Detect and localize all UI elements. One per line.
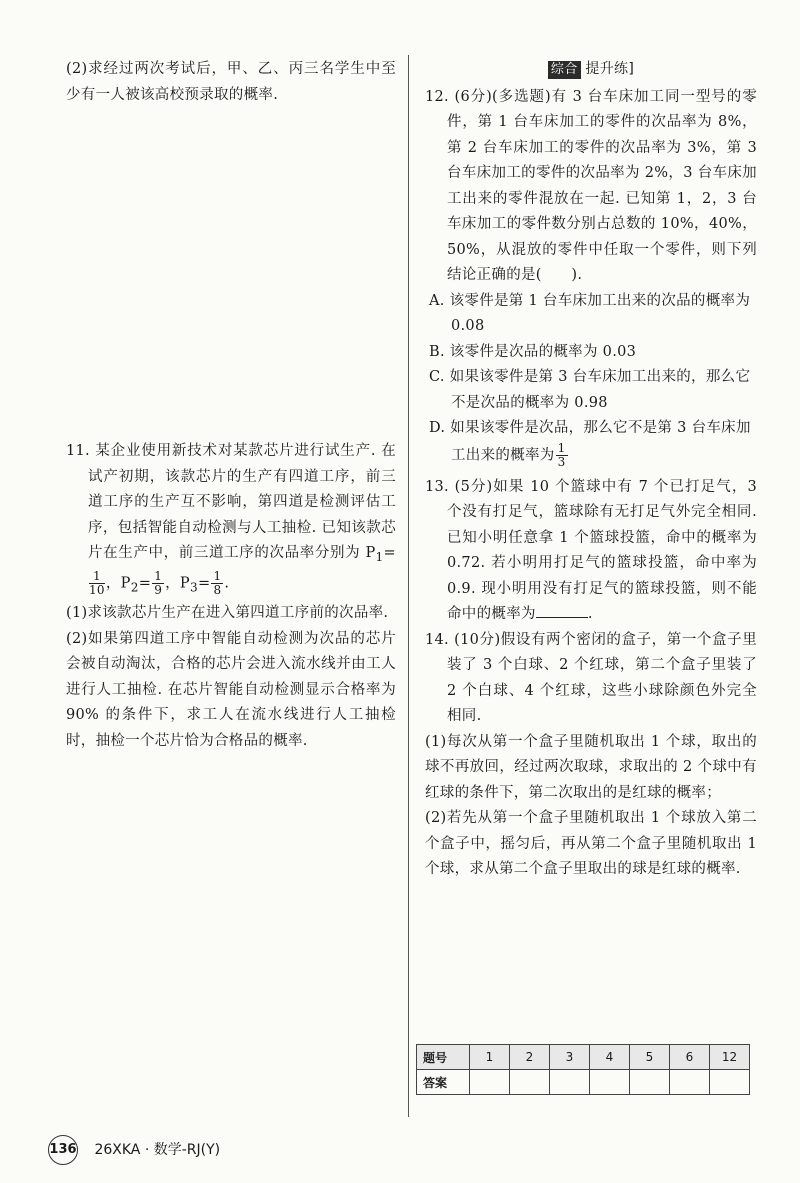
question-14-stem: 14. (10分)假设有两个密闭的盒子，第一个盒子里装了 3 个白球、2 个红球，第二个盒子里装了 2 个白球、4 个红球，这些小球除颜色外完全相同.: [425, 631, 757, 724]
answer-cell[interactable]: [470, 1070, 510, 1095]
answer-cell[interactable]: [590, 1070, 630, 1095]
question-12-stem: 12. (6分)(多选题)有 3 台车床加工同一型号的零件，第 1 台车床加工的零件的次品率为 8%，第 2 台车床加工的零件的次品率为 3%，第 3 台车床加工的零件的次品率为 2%，3 台车床加工出来的零件混放在一起. 已知第 1，2，3 台车床加工的零件数分别占总数的 10%，40%，50%，从混放的零件中任取一个零件，则下列结论正确的是( ).: [425, 88, 757, 283]
fraction-one-third: $\frac{1}{3}$: [557, 440, 566, 469]
question-number: 2: [510, 1045, 550, 1070]
column-divider: [408, 55, 409, 1117]
question-number: 5: [630, 1045, 670, 1070]
answer-table-answer-row: [417, 1070, 750, 1095]
option-b: B. 该零件是次品的概率为 0.03: [429, 343, 637, 360]
page-footer: [48, 1135, 220, 1165]
answer-cell[interactable]: [710, 1070, 750, 1095]
answer-cell[interactable]: [510, 1070, 550, 1095]
left-column: [66, 57, 396, 754]
fraction-p3: $\frac{1}{8}$: [213, 569, 222, 598]
section-title: 提升练]: [585, 61, 635, 77]
question-14-part-2: (2)若先从第一个盒子里随机取出 1 个球放入第二个盒子中，摇匀后，再从第二个盒子里随机取出 1 个球，求从第二个盒子里取出的球是红球的概率.: [425, 810, 757, 877]
right-column: [425, 57, 757, 883]
question-13: 13. (5分)如果 10 个篮球中有 7 个已打足气，3 个没有打足气，篮球除有无打足气外完全相同. 已知小明任意拿 1 个篮球投篮，命中的概率为 0.72. 若小明用打足气的篮球投篮，命中率为 0.9. 现小明用没有打足气的篮球投篮，则不能命中的概率为 .: [425, 478, 757, 622]
answer-table: [416, 1044, 750, 1095]
question-11-stem: 11. 某企业使用新技术对某款芯片进行试生产. 在试产初期，该款芯片的生产有四道工序，前三道工序的生产互不影响，第四道是检测评估工序，包括智能自动检测与人工抽检. 已知该款芯片在生产中，前三道工序的次品率分别为 $P_1=$ $\frac{1}{10}$ ，$P_2=$ $\frac{1}{9}$ ，$P_3=$ $\frac{1}{8}$ .: [66, 443, 396, 598]
question-number: 1: [470, 1045, 510, 1070]
section-header: [425, 57, 757, 83]
question-number: 12: [710, 1045, 750, 1070]
answer-label: 答案: [417, 1070, 470, 1095]
question-11: [66, 439, 396, 754]
question-number: 3: [550, 1045, 590, 1070]
question-number: 4: [590, 1045, 630, 1070]
answer-blank[interactable]: [536, 603, 588, 618]
question-11-part-1: (1)求该款芯片生产在进入第四道工序前的次品率.: [66, 605, 389, 622]
question-number: 6: [670, 1045, 710, 1070]
answer-table-header-row: [417, 1045, 750, 1070]
answer-cell[interactable]: [630, 1070, 670, 1095]
section-badge: 综合: [548, 61, 581, 79]
option-c: C. 如果该零件是第 3 台车床加工出来的，那么它不是次品的概率为 0.98: [429, 369, 751, 411]
option-d: D. 如果该零件是次品，那么它不是第 3 台车床加工出来的概率为 $\frac{1}{3}$: [429, 420, 751, 469]
question-11-part-2: (2)如果第四道工序中智能自动检测为次品的芯片会被自动淘汰，合格的芯片会进入流水线并由工人进行人工抽检. 在芯片智能自动检测显示合格率为 90% 的条件下，求工人在流水线进行人工抽检时，抽检一个芯片恰为合格品的概率.: [66, 630, 396, 749]
question-number-label: 题号: [417, 1045, 470, 1070]
book-code: 26XKA · 数学-RJ(Y): [94, 1142, 221, 1158]
option-a: A. 该零件是第 1 台车床加工出来的次品的概率为 0.08: [429, 292, 751, 334]
question-14-part-1: (1)每次从第一个盒子里随机取出 1 个球，取出的球不再放回，经过两次取球，求取出的 2 个球中有红球的条件下，第二次取出的是红球的概率；: [425, 733, 757, 801]
question-10-part-2: (2)求经过两次考试后，甲、乙、丙三名学生中至少有一人被该高校预录取的概率.: [66, 61, 396, 103]
fraction-p1: $\frac{1}{10}$: [89, 569, 105, 598]
answer-cell[interactable]: [550, 1070, 590, 1095]
page-number: 136: [48, 1135, 78, 1165]
fraction-p2: $\frac{1}{9}$: [154, 569, 163, 598]
answer-cell[interactable]: [670, 1070, 710, 1095]
